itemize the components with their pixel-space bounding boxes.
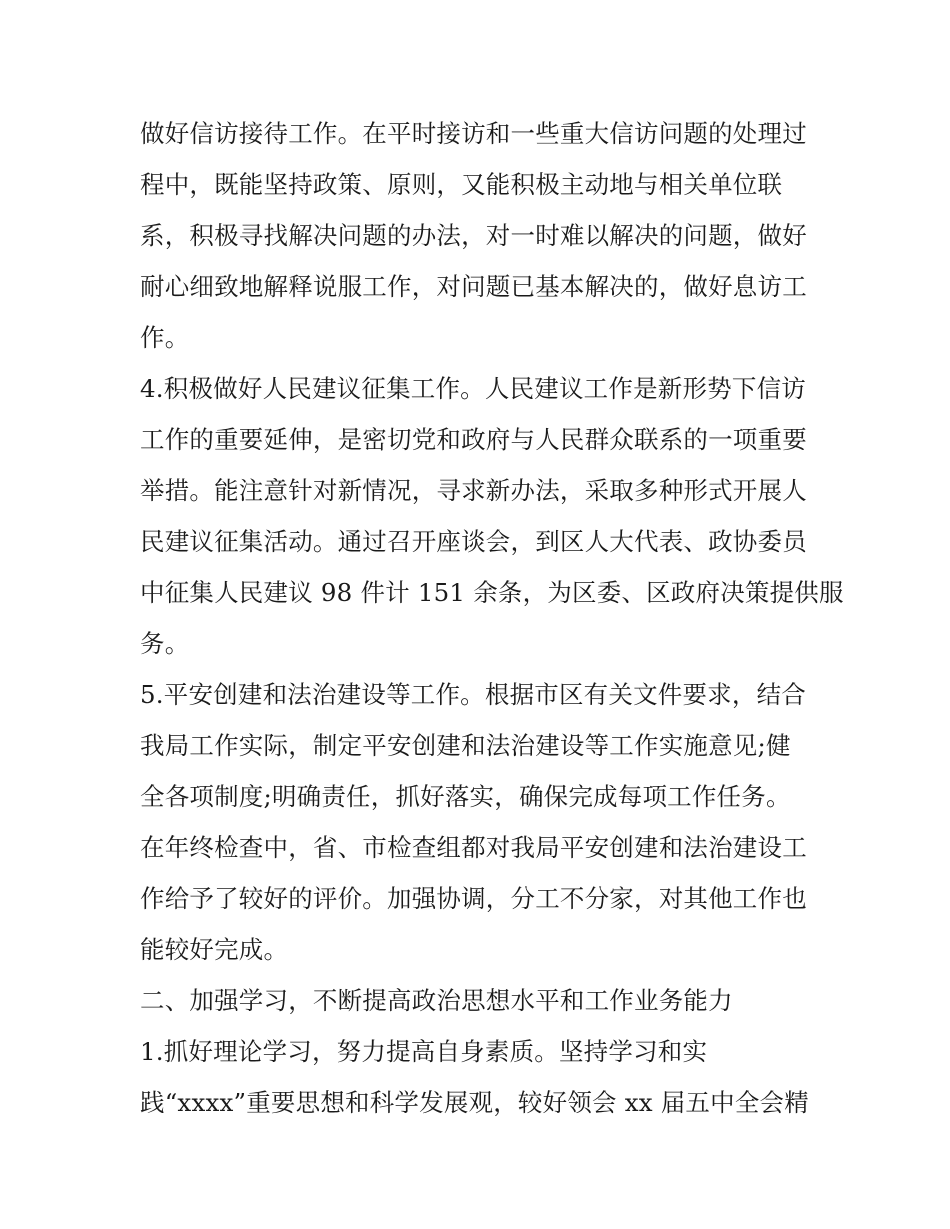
text-line: 举措。能注意针对新情况，寻求新办法，采取多种形式开展人 [140,476,807,505]
text-line: 作。 [140,323,190,352]
text-line: 在年终检查中，省、市检查组都对我局平安创建和法治建设工 [140,833,807,862]
text-line: 务。 [140,629,190,658]
text-line: 做好信访接待工作。在平时接访和一些重大信访问题的处理过 [140,119,807,148]
text-line: 能较好完成。 [140,935,289,964]
text-line: 作给予了较好的评价。加强协调，分工不分家，对其他工作也 [140,884,807,913]
text-line: 践“xxxx”重要思想和科学发展观，较好领会 xx 届五中全会精 [140,1088,809,1117]
text-line: 1.抓好理论学习，努力提高自身素质。坚持学习和实 [140,1037,708,1066]
section-heading: 二、加强学习，不断提高政治思想水平和工作业务能力 [140,986,733,1015]
text-line: 工作的重要延伸，是密切党和政府与人民群众联系的一项重要 [140,425,807,454]
text-line: 5.平安创建和法治建设等工作。根据市区有关文件要求，结合 [140,680,806,709]
text-line: 我局工作实际，制定平安创建和法治建设等工作实施意见;健 [140,731,791,760]
text-line: 中征集人民建议 98 件计 151 余条，为区委、区政府决策提供服 [140,578,844,607]
text-line: 程中，既能坚持政策、原则，又能积极主动地与相关单位联 [140,170,783,199]
text-line: 4.积极做好人民建议征集工作。人民建议工作是新形势下信访 [140,374,806,403]
text-line: 民建议征集活动。通过召开座谈会，到区人大代表、政协委员 [140,527,807,556]
text-line: 全各项制度;明确责任，抓好落实，确保完成每项工作任务。 [140,782,791,811]
document-body [140,108,844,1128]
text-line: 耐心细致地解释说服工作，对问题已基本解决的，做好息访工 [140,272,807,301]
text-line: 系，积极寻找解决问题的办法，对一时难以解决的问题，做好 [140,221,807,250]
